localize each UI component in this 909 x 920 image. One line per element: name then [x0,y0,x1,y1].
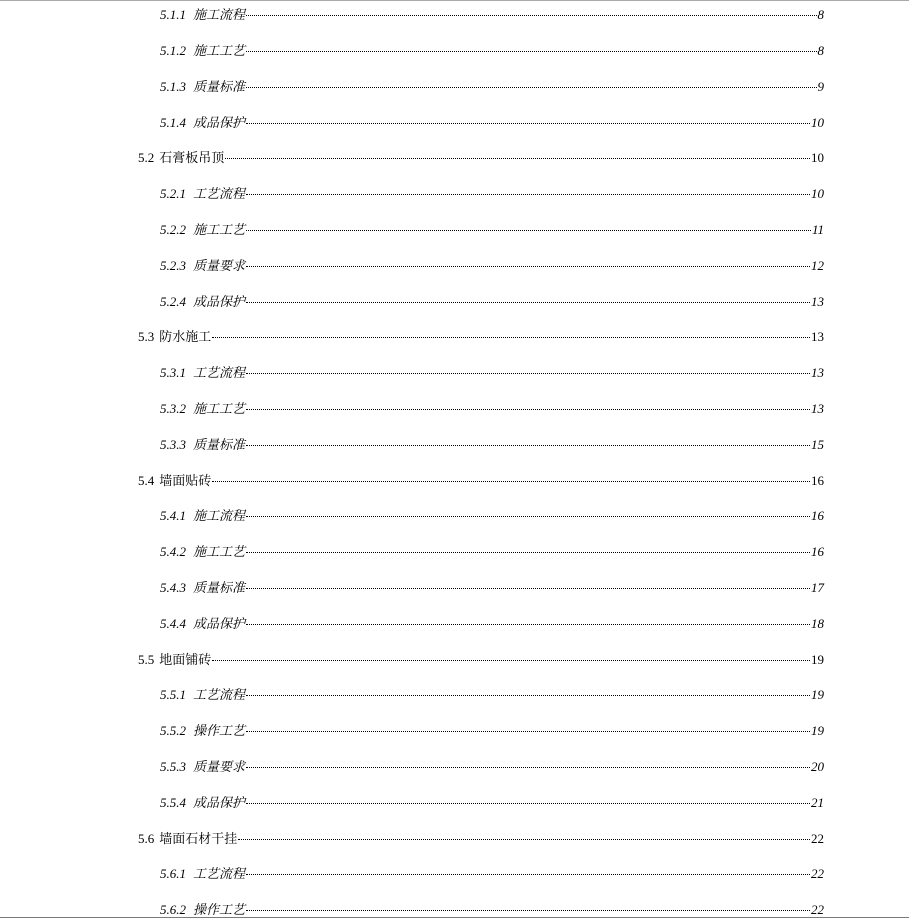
toc-entry-title: 操作工艺 [193,723,246,738]
toc-section-entry[interactable] [138,829,824,849]
toc-entry-number: 5.6 [138,831,155,846]
toc-entry-number: 5.3.3 [160,437,186,452]
toc-entry-number: 5.6.2 [160,902,186,917]
toc-entry-page: 17 [811,580,824,595]
toc-entry-number: 5.2.3 [160,258,186,273]
toc-entry-number: 5.2 [138,150,155,165]
page-bottom-border [0,917,909,918]
toc-entry-number: 5.1.3 [160,79,186,94]
toc-entry-number: 5.4.2 [160,544,186,559]
toc-entry-page: 10 [811,115,824,130]
toc-entry[interactable] [160,220,824,240]
toc-entry-number: 5.4.4 [160,616,186,631]
toc-entry-page: 22 [811,831,824,846]
toc-dot-leader [246,767,810,768]
toc-entry-title: 石膏板吊顶 [159,150,225,165]
toc-entry[interactable] [160,113,824,133]
toc-dot-leader [246,695,810,696]
toc-entry-number: 5.1.2 [160,43,186,58]
toc-dot-leader [246,874,810,875]
toc-entry-number: 5.5.3 [160,759,186,774]
toc-dot-leader [246,230,811,231]
toc-entry[interactable] [160,363,824,383]
toc-entry-number: 5.5.4 [160,795,186,810]
toc-entry-page: 10 [811,186,824,201]
toc-dot-leader [246,516,810,517]
toc-entry[interactable] [160,864,824,884]
toc-entry-page: 12 [811,258,824,273]
toc-entry-title: 成品保护 [193,795,246,810]
toc-entry-title: 工艺流程 [193,365,246,380]
toc-entry-title: 成品保护 [193,115,246,130]
toc-dot-leader [246,266,810,267]
toc-dot-leader [246,194,810,195]
toc-dot-leader [246,123,810,124]
toc-entry-page: 16 [811,473,824,488]
toc-entry-page: 21 [811,795,824,810]
toc-entry[interactable] [160,435,824,455]
toc-entry-page: 19 [811,723,824,738]
toc-entry-title: 墙面贴砖 [159,473,212,488]
toc-entry-title: 成品保护 [193,294,246,309]
toc-entry-page: 18 [811,616,824,631]
toc-section-entry[interactable] [138,471,824,491]
toc-dot-leader [246,302,810,303]
toc-entry-number: 5.4.3 [160,580,186,595]
toc-entry-title: 施工工艺 [193,43,246,58]
toc-entry-number: 5.5.1 [160,687,186,702]
toc-entry-page: 19 [811,687,824,702]
toc-entry-title: 工艺流程 [193,687,246,702]
toc-entry-page: 11 [811,222,824,237]
toc-entry[interactable] [160,41,824,61]
toc-entry-title: 施工工艺 [193,544,246,559]
toc-entry-title: 质量标准 [193,437,246,452]
toc-dot-leader [246,15,816,16]
toc-entry[interactable] [160,542,824,562]
toc-entry-title: 质量要求 [193,258,246,273]
toc-entry-number: 5.3.1 [160,365,186,380]
toc-entry-title: 地面铺砖 [159,652,212,667]
toc-dot-leader [246,624,810,625]
toc-dot-leader [225,158,810,159]
toc-entry-number: 5.2.2 [160,222,186,237]
toc-dot-leader [246,552,810,553]
toc-entry-number: 5.2.4 [160,294,186,309]
toc-entry-page: 8 [817,7,824,22]
toc-entry[interactable] [160,184,824,204]
toc-entry[interactable] [160,757,824,777]
toc-entry[interactable] [160,721,824,741]
toc-dot-leader [246,373,810,374]
toc-dot-leader [246,51,816,52]
toc-entry[interactable] [160,685,824,705]
toc-entry[interactable] [160,77,824,97]
toc-entry-title: 墙面石材干挂 [159,831,238,846]
toc-dot-leader [246,87,816,88]
toc-entry-page: 16 [811,544,824,559]
toc-entry-page: 10 [811,150,824,165]
toc-entry-number: 5.5 [138,652,155,667]
toc-entry[interactable] [160,793,824,813]
toc-dot-leader [246,731,810,732]
toc-section-entry[interactable] [138,327,824,347]
toc-entry-page: 13 [811,329,824,344]
toc-entry[interactable] [160,256,824,276]
page-top-border [0,0,909,1]
toc-entry-page: 9 [817,79,824,94]
toc-entry-title: 工艺流程 [193,186,246,201]
toc-entry[interactable] [160,399,824,419]
toc-dot-leader [212,481,810,482]
toc-entry-title: 质量标准 [193,79,246,94]
toc-entry[interactable] [160,578,824,598]
toc-entry-title: 质量要求 [193,759,246,774]
toc-entry-title: 施工工艺 [193,222,246,237]
toc-entry-number: 5.4.1 [160,508,186,523]
toc-entry-page: 20 [811,759,824,774]
toc-entry-page: 8 [817,43,824,58]
toc-dot-leader [212,660,810,661]
toc-dot-leader [246,910,810,911]
toc-entry-number: 5.1.4 [160,115,186,130]
toc-entry-page: 19 [811,652,824,667]
toc-entry-number: 5.5.2 [160,723,186,738]
toc-entry-title: 成品保护 [193,616,246,631]
toc-dot-leader [246,445,810,446]
toc-entry-page: 15 [811,437,824,452]
toc-dot-leader [238,839,810,840]
toc-entry-page: 13 [811,401,824,416]
toc-entry-title: 工艺流程 [193,866,246,881]
toc-entry-title: 操作工艺 [193,902,246,917]
toc-dot-leader [246,803,810,804]
toc-entry-page: 13 [811,294,824,309]
toc-entry-number: 5.3.2 [160,401,186,416]
toc-entry-page: 13 [811,365,824,380]
toc-entry-title: 施工工艺 [193,401,246,416]
toc-section-entry[interactable] [138,650,824,670]
toc-entry[interactable] [160,506,824,526]
toc-dot-leader [246,409,810,410]
toc-entry-number: 5.2.1 [160,186,186,201]
toc-entry-title: 质量标准 [193,580,246,595]
toc-entry-title: 施工流程 [193,7,246,22]
toc-entry-page: 16 [811,508,824,523]
toc-entry-title: 施工流程 [193,508,246,523]
toc-entry[interactable] [160,5,824,25]
toc-dot-leader [212,337,810,338]
toc-entry-number: 5.6.1 [160,866,186,881]
toc-entry-page: 22 [811,866,824,881]
toc-section-entry[interactable] [138,148,824,168]
toc-entry-title: 防水施工 [159,329,212,344]
toc-entry[interactable] [160,292,824,312]
toc-dot-leader [246,588,810,589]
toc-entry-number: 5.3 [138,329,155,344]
toc-entry[interactable] [160,614,824,634]
toc-entry-number: 5.1.1 [160,7,186,22]
toc-entry-number: 5.4 [138,473,155,488]
toc-entry-page: 22 [811,902,824,917]
